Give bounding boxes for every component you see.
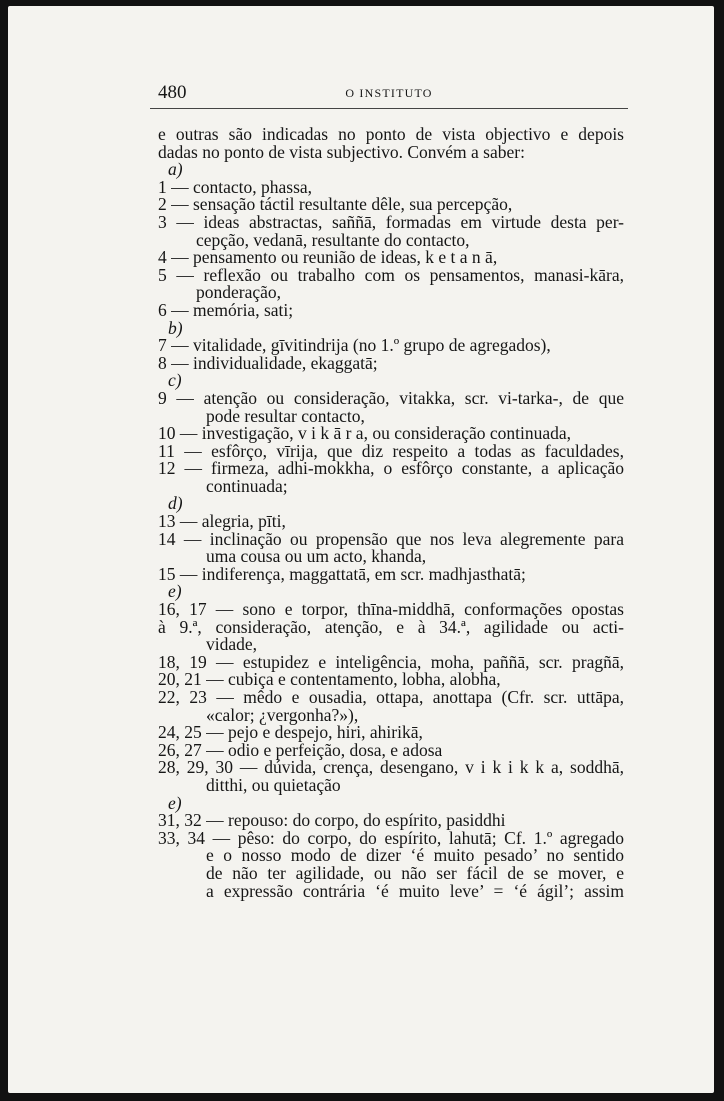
- text-line: dadas no ponto de vista subjectivo. Convém a saber:: [158, 141, 525, 162]
- text-line: 31, 32 — repouso: do corpo, do espírito, pasiddhi: [158, 810, 506, 831]
- text-line: 5 — reflexão ou trabalho com os pensamentos, manasi-kāra,: [158, 264, 624, 285]
- text-line: e o nosso modo de dizer ‘é muito pesado’ no sentido: [206, 845, 624, 866]
- text-line: 4 — pensamento ou reunião de ideas, k e t a n ā,: [158, 247, 498, 268]
- text-line: 7 — vitalidade, gīvitindrija (no 1.º grupo de agregados),: [158, 335, 551, 356]
- text-line: continuada;: [206, 475, 288, 496]
- text-line: 1 — contacto, phassa,: [158, 176, 313, 197]
- text-line: 10 — investigação, v i k ā r a, ou consideração continuada,: [158, 423, 572, 444]
- text-line: 33, 34 — pêso: do corpo, do espírito, lahutā; Cf. 1.º agregado: [158, 827, 624, 848]
- text-line: 3 — ideas abstractas, saññā, formadas em virtude desta per-: [158, 211, 624, 232]
- text-line: e outras são indicadas no ponto de vista objectivo e depois: [158, 124, 624, 144]
- text-line: 6 — memória, sati;: [158, 299, 294, 320]
- text-line: pode resultar contacto,: [206, 405, 365, 426]
- text-line: a): [168, 159, 183, 180]
- text-line: 15 — indiferença, maggattatā, em scr. madhjasthatā;: [158, 563, 526, 584]
- text-line: a expressão contrária ‘é muito leve’ = ‘é ágil’; assim: [206, 880, 624, 901]
- text-line: c): [168, 370, 182, 391]
- text-line: 26, 27 — odio e perfeição, dosa, e adosa: [158, 739, 443, 760]
- running-title: O INSTITUTO: [345, 86, 433, 100]
- text-line: cepção, vedanā, resultante do contacto,: [196, 229, 470, 250]
- text-line: b): [168, 317, 183, 338]
- text-body: [158, 126, 624, 900]
- text-line: ditthi, ou quietação: [206, 774, 341, 795]
- text-line: 20, 21 — cubiça e contentamento, lobha, alobha,: [158, 669, 501, 690]
- text-line: 14 — inclinação ou propensão que nos leva alegremente para: [158, 528, 624, 549]
- text-line: 24, 25 — pejo e despejo, hiri, ahirikā,: [158, 722, 423, 743]
- text-line: d): [168, 493, 183, 514]
- text-line: 2 — sensação táctil resultante dêle, sua percepção,: [158, 194, 513, 215]
- text-line: 11 — esfôrço, vīrija, que diz respeito a todas as faculdades,: [158, 440, 624, 461]
- text-line: de não ter agilidade, ou não ser fácil de se mover, e: [206, 862, 624, 883]
- text-line: à 9.ª, consideração, atenção, e à 34.ª, agilidade ou acti-: [158, 616, 624, 637]
- text-line: 8 — individualidade, ekaggatā;: [158, 352, 378, 373]
- text-line: uma cousa ou um acto, khanda,: [206, 546, 427, 567]
- page-number: 480: [158, 82, 187, 103]
- text-line: e): [168, 792, 182, 813]
- text-line: «calor; ¿vergonha?»),: [206, 704, 359, 725]
- page-header: [150, 78, 628, 109]
- text-line: 18, 19 — estupidez e inteligência, moha, paññā, scr. pragñā,: [158, 651, 624, 672]
- text-line: 13 — alegria, pīti,: [158, 511, 286, 532]
- text-line: ponderação,: [196, 282, 282, 303]
- text-line: 16, 17 — sono e torpor, thīna-middhā, conformações opostas: [158, 599, 624, 620]
- text-line: e): [168, 581, 182, 602]
- text-line: 28, 29, 30 — dúvida, crença, desengano, v i k i k k a, soddhā,: [158, 757, 624, 778]
- text-line: vidade,: [206, 634, 258, 655]
- text-line: 12 — firmeza, adhi-mokkha, o esfôrço constante, a aplicação: [158, 458, 624, 479]
- text-line: 9 — atenção ou consideração, vitakka, scr. vi-tarka-, de que: [158, 387, 624, 408]
- text-line: 22, 23 — mêdo e ousadia, ottapa, anottapa (Cfr. scr. uttāpa,: [158, 687, 624, 707]
